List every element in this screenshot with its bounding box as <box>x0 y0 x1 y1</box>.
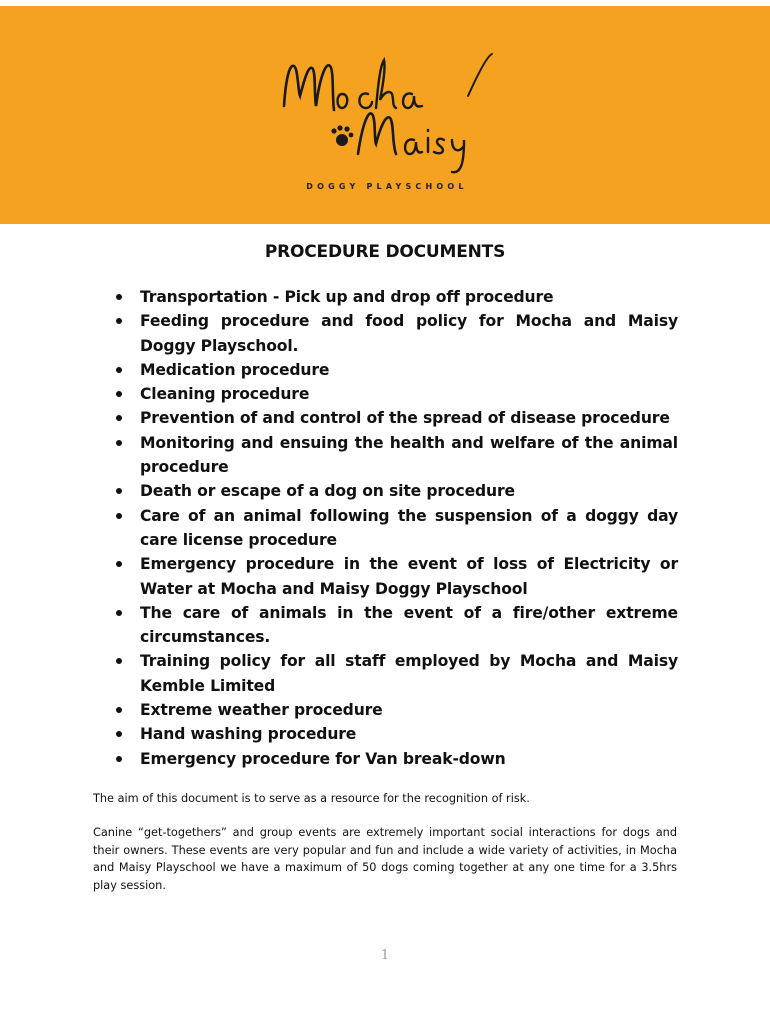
list-item: Death or escape of a dog on site procedure <box>112 479 678 503</box>
procedure-list <box>112 285 678 771</box>
page-number: 1 <box>380 948 390 963</box>
header-band <box>0 6 770 224</box>
list-item: Cleaning procedure <box>112 382 678 406</box>
list-item: Hand washing procedure <box>112 722 678 746</box>
list-item: Extreme weather procedure <box>112 698 678 722</box>
logo-script-graphic <box>272 36 502 176</box>
list-item: Transportation - Pick up and drop off procedure <box>112 285 678 309</box>
list-item: Training policy for all staff employed by Mocha and Maisy Kemble Limited <box>112 649 678 698</box>
list-item: Care of an animal following the suspension of a doggy day care license procedure <box>112 504 678 553</box>
list-item: Feeding procedure and food policy for Mocha and Maisy Doggy Playschool. <box>112 309 678 358</box>
list-item: Emergency procedure in the event of loss of Electricity or Water at Mocha and Maisy Doggy Playschool <box>112 552 678 601</box>
list-item: Emergency procedure for Van break-down <box>112 747 678 771</box>
list-item: The care of animals in the event of a fire/other extreme circumstances. <box>112 601 678 650</box>
list-item: Prevention of and control of the spread of disease procedure <box>112 406 678 430</box>
logo-tagline: DOGGY PLAYSCHOOL <box>306 182 468 191</box>
page-title: PROCEDURE DOCUMENTS <box>264 242 506 262</box>
list-item: Medication procedure <box>112 358 678 382</box>
list-item: Monitoring and ensuing the health and welfare of the animal procedure <box>112 431 678 480</box>
events-paragraph: Canine “get-togethers” and group events are extremely important social interactions for dogs and their owners. These events are very popular and fun and include a wide variety of activities, in Mocha and Maisy Playschool we have a maximum of 50 dogs coming together at any one time for a 3.5hrs play session. <box>93 826 677 892</box>
aim-paragraph: The aim of this document is to serve as a resource for the recognition of risk. <box>93 792 530 805</box>
logo <box>272 36 502 196</box>
